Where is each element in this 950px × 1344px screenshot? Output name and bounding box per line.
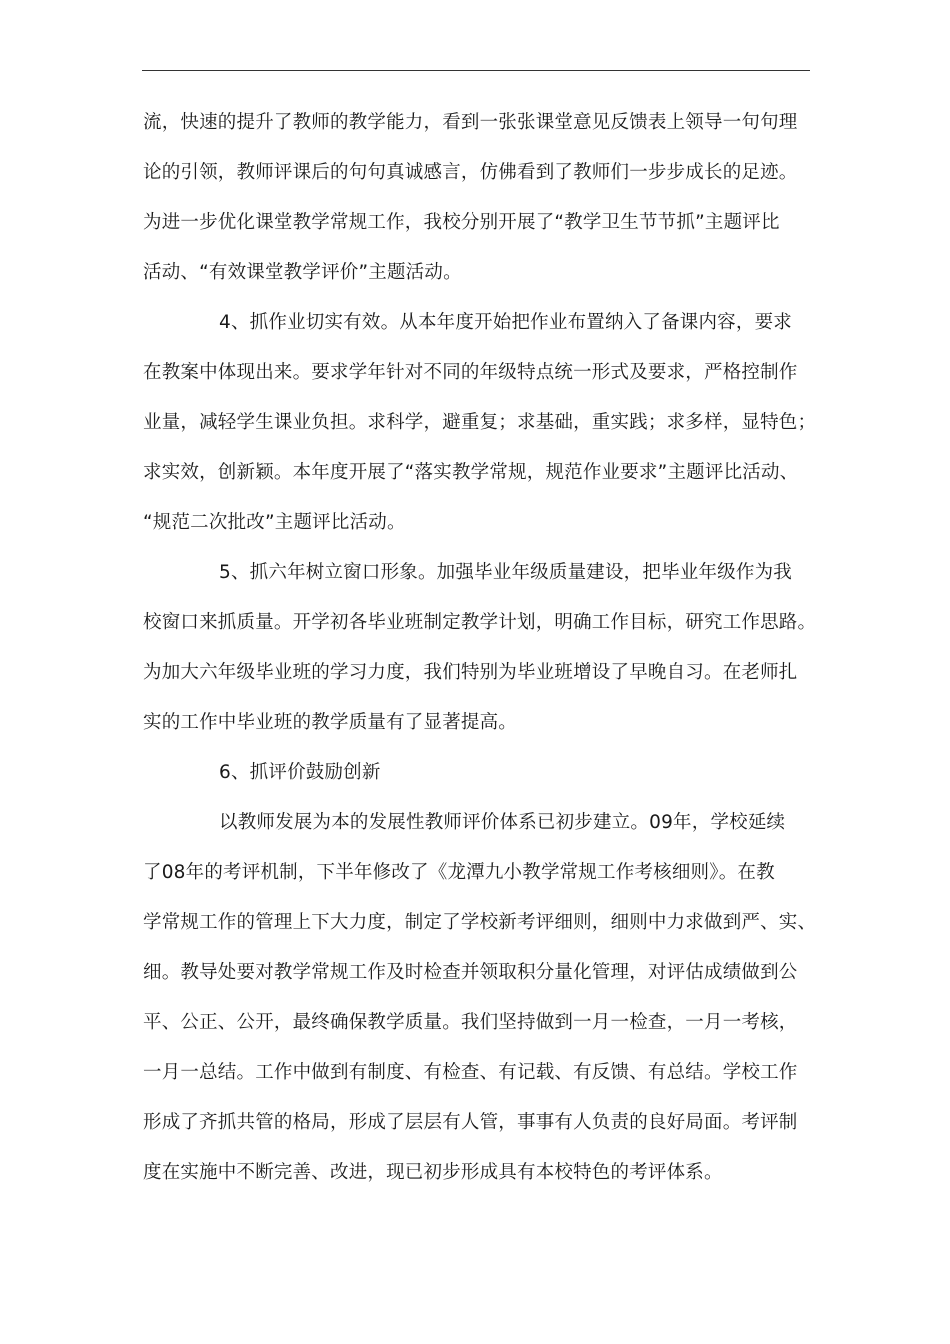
text-line: “规范二次批改”主题评比活动。 bbox=[143, 512, 406, 533]
text-line: 学常规工作的管理上下大力度，制定了学校新考评细则，细则中力求做到严、实、 bbox=[143, 912, 817, 933]
text-line: 为加大六年级毕业班的学习力度，我们特别为毕业班增设了早晚自习。在老师扎 bbox=[143, 662, 798, 683]
text-line: 求实效，创新颖。本年度开展了“落实教学常规，规范作业要求”主题评比活动、 bbox=[143, 462, 799, 483]
paragraph-heading-6: 6、抓评价鼓励创新 bbox=[219, 762, 381, 783]
text-line: 平、公正、公开，最终确保教学质量。我们坚持做到一月一检查，一月一考核， bbox=[143, 1012, 798, 1033]
text-line: 一月一总结。工作中做到有制度、有检查、有记载、有反馈、有总结。学校工作 bbox=[143, 1062, 798, 1083]
text-line: 活动、“有效课堂教学评价”主题活动。 bbox=[143, 262, 462, 283]
document-body bbox=[143, 98, 823, 1198]
text-line: 为进一步优化课堂教学常规工作，我校分别开展了“教学卫生节节抓”主题评比 bbox=[143, 212, 780, 233]
text-line: 度在实施中不断完善、改进，现已初步形成具有本校特色的考评体系。 bbox=[143, 1162, 723, 1183]
text-line: 了08年的考评机制，下半年修改了《龙潭九小教学常规工作考核细则》。在教 bbox=[143, 862, 775, 883]
text-line: 业量，减轻学生课业负担。求科学，避重复；求基础，重实践；求多样，显特色； bbox=[143, 412, 817, 433]
text-line: 形成了齐抓共管的格局，形成了层层有人管，事事有人负责的良好局面。考评制 bbox=[143, 1112, 798, 1133]
header-rule bbox=[142, 70, 810, 71]
paragraph-heading-5: 5、抓六年树立窗口形象。加强毕业年级质量建设，把毕业年级作为我 bbox=[219, 562, 792, 583]
paragraph-heading-4: 4、抓作业切实有效。从本年度开始把作业布置纳入了备课内容，要求 bbox=[219, 312, 792, 333]
text-line: 细。教导处要对教学常规工作及时检查并领取积分量化管理，对评估成绩做到公 bbox=[143, 962, 798, 983]
text-line: 实的工作中毕业班的教学质量有了显著提高。 bbox=[143, 712, 518, 733]
text-line: 论的引领，教师评课后的句句真诚感言，仿佛看到了教师们一步步成长的足迹。 bbox=[143, 162, 798, 183]
paragraph-start: 以教师发展为本的发展性教师评价体系已初步建立。09年，学校延续 bbox=[219, 812, 786, 833]
text-line: 在教案中体现出来。要求学年针对不同的年级特点统一形式及要求，严格控制作 bbox=[143, 362, 798, 383]
text-line: 校窗口来抓质量。开学初各毕业班制定教学计划，明确工作目标，研究工作思路。 bbox=[143, 612, 817, 633]
text-line: 流，快速的提升了教师的教学能力，看到一张张课堂意见反馈表上领导一句句理 bbox=[143, 112, 798, 133]
